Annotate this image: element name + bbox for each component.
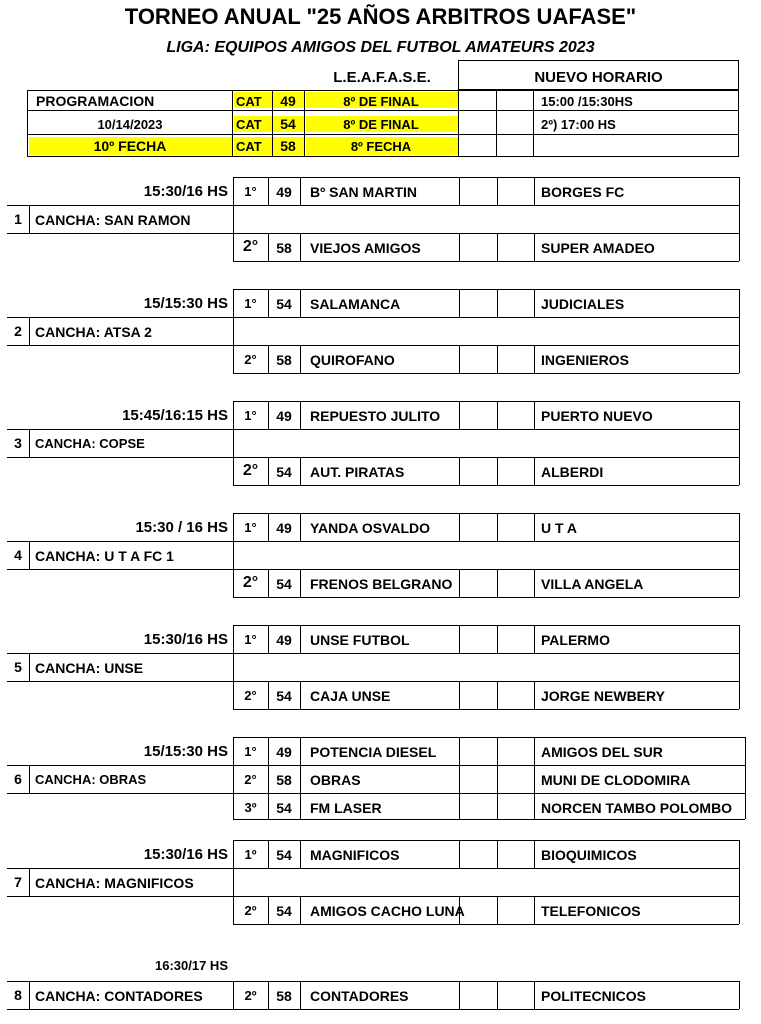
away-team: JORGE NEWBERY (541, 688, 665, 704)
match-category: 49 (276, 520, 292, 536)
match-category: 58 (276, 772, 292, 788)
nuevo-horario-label: NUEVO HORARIO (534, 69, 663, 86)
match-time: 15:30 / 16 HS (135, 519, 228, 536)
match-order: 2° (244, 772, 257, 787)
field-name: CANCHA: OBRAS (35, 772, 147, 787)
match-time: 15/15:30 HS (143, 743, 228, 760)
away-team: ALBERDI (541, 464, 604, 480)
match-order: 1° (244, 184, 257, 199)
home-team: CONTADORES (310, 988, 409, 1004)
field-name: CANCHA: MAGNIFICOS (35, 875, 194, 891)
field-name: CANCHA: ATSA 2 (35, 324, 152, 340)
match-order: 2º (244, 903, 257, 918)
match-category: 54 (276, 847, 292, 863)
away-team: AMIGOS DEL SUR (541, 744, 663, 760)
cat-number: 49 (280, 93, 296, 109)
away-team: INGENIEROS (541, 352, 629, 368)
field-number: 6 (14, 771, 22, 787)
field-number: 4 (14, 547, 22, 563)
stage-label: 8º FECHA (350, 139, 412, 154)
field-name: CANCHA: U T A FC 1 (35, 548, 174, 564)
match-category: 54 (276, 464, 292, 480)
away-team: TELEFONICOS (541, 903, 641, 919)
away-team: U T A (541, 520, 578, 536)
away-team: NORCEN TAMBO POLOMBO (541, 800, 733, 816)
field-number: 5 (14, 659, 22, 675)
home-team: POTENCIA DIESEL (310, 744, 437, 760)
field-number: 3 (14, 435, 22, 451)
away-team: PUERTO NUEVO (541, 408, 653, 424)
field-number: 8 (14, 987, 22, 1003)
match-time: 15:30/16 HS (143, 631, 228, 648)
match-order: 1° (244, 744, 257, 759)
home-team: VIEJOS AMIGOS (310, 240, 421, 256)
home-team: MAGNIFICOS (310, 847, 400, 863)
home-team: FRENOS BELGRANO (310, 576, 453, 592)
home-team: SALAMANCA (310, 296, 401, 312)
match-category: 58 (276, 352, 292, 368)
date-label: 10/14/2023 (97, 117, 163, 132)
match-time: 15:30/16 HS (143, 183, 228, 200)
away-team: MUNI DE CLODOMIRA (541, 772, 691, 788)
cat-label: CAT (236, 94, 262, 109)
match-category: 49 (276, 632, 292, 648)
match-order: 2° (244, 352, 257, 367)
match-category: 54 (276, 296, 292, 312)
horario-value: 15:00 /15:30HS (541, 94, 633, 109)
match-order: 1° (244, 296, 257, 311)
match-order: 3º (244, 800, 257, 815)
match-category: 58 (276, 240, 292, 256)
match-category: 54 (276, 903, 292, 919)
away-team: PALERMO (541, 632, 610, 648)
cat-label: CAT (236, 117, 262, 132)
match-order: 2° (242, 462, 259, 479)
horario-value: 2º) 17:00 HS (541, 117, 616, 132)
field-name: CANCHA: COPSE (35, 436, 145, 451)
away-team: VILLA ANGELA (541, 576, 644, 592)
field-name: CANCHA: CONTADORES (35, 988, 203, 1004)
match-category: 49 (276, 184, 292, 200)
match-order: 1° (244, 632, 257, 647)
match-order: 1° (244, 520, 257, 535)
match-category: 49 (276, 408, 292, 424)
cat-number: 54 (280, 116, 296, 132)
match-order: 2° (242, 238, 259, 255)
field-name: CANCHA: SAN RAMON (35, 212, 191, 228)
org-label: L.E.A.F.A.S.E. (333, 69, 431, 86)
match-order: 2° (242, 574, 259, 591)
home-team: AMIGOS CACHO LUNA (310, 903, 465, 919)
home-team: CAJA UNSE (310, 688, 391, 704)
page-subtitle: LIGA: EQUIPOS AMIGOS DEL FUTBOL AMATEURS 2023 (166, 39, 595, 56)
match-category: 54 (276, 576, 292, 592)
match-category: 54 (276, 688, 292, 704)
field-number: 1 (14, 211, 22, 227)
away-team: JUDICIALES (541, 296, 625, 312)
away-team: BIOQUIMICOS (541, 847, 637, 863)
field-number: 2 (14, 323, 22, 339)
home-team: REPUESTO JULITO (310, 408, 441, 424)
home-team: AUT. PIRATAS (310, 464, 405, 480)
match-order: 1° (244, 408, 257, 423)
away-team: SUPER AMADEO (541, 240, 655, 256)
home-team: YANDA OSVALDO (310, 520, 431, 536)
away-team: POLITECNICOS (541, 988, 647, 1004)
home-team: Bº SAN MARTIN (310, 184, 417, 200)
cat-label: CAT (236, 139, 262, 154)
match-time: 16:30/17 HS (155, 958, 228, 973)
match-order: 2º (244, 988, 257, 1003)
home-team: OBRAS (310, 772, 361, 788)
match-time: 15/15:30 HS (143, 295, 228, 312)
away-team: BORGES FC (541, 184, 625, 200)
home-team: QUIROFANO (310, 352, 395, 368)
field-number: 7 (14, 874, 22, 890)
match-category: 58 (276, 988, 292, 1004)
field-name: CANCHA: UNSE (35, 660, 144, 676)
match-time: 15:30/16 HS (143, 846, 228, 863)
stage-label: 8º DE FINAL (343, 117, 419, 132)
match-category: 49 (276, 744, 292, 760)
fecha-label: 10º FECHA (93, 138, 167, 154)
stage-label: 8º DE FINAL (343, 94, 419, 109)
cat-number: 58 (280, 138, 296, 154)
home-team: UNSE FUTBOL (310, 632, 410, 648)
page-title: TORNEO ANUAL "25 AÑOS ARBITROS UAFASE" (124, 4, 637, 29)
match-time: 15:45/16:15 HS (122, 407, 228, 424)
match-order: 2° (244, 688, 257, 703)
programacion-label: PROGRAMACION (36, 93, 155, 109)
home-team: FM LASER (310, 800, 382, 816)
match-category: 54 (276, 800, 292, 816)
match-order: 1º (244, 847, 257, 862)
